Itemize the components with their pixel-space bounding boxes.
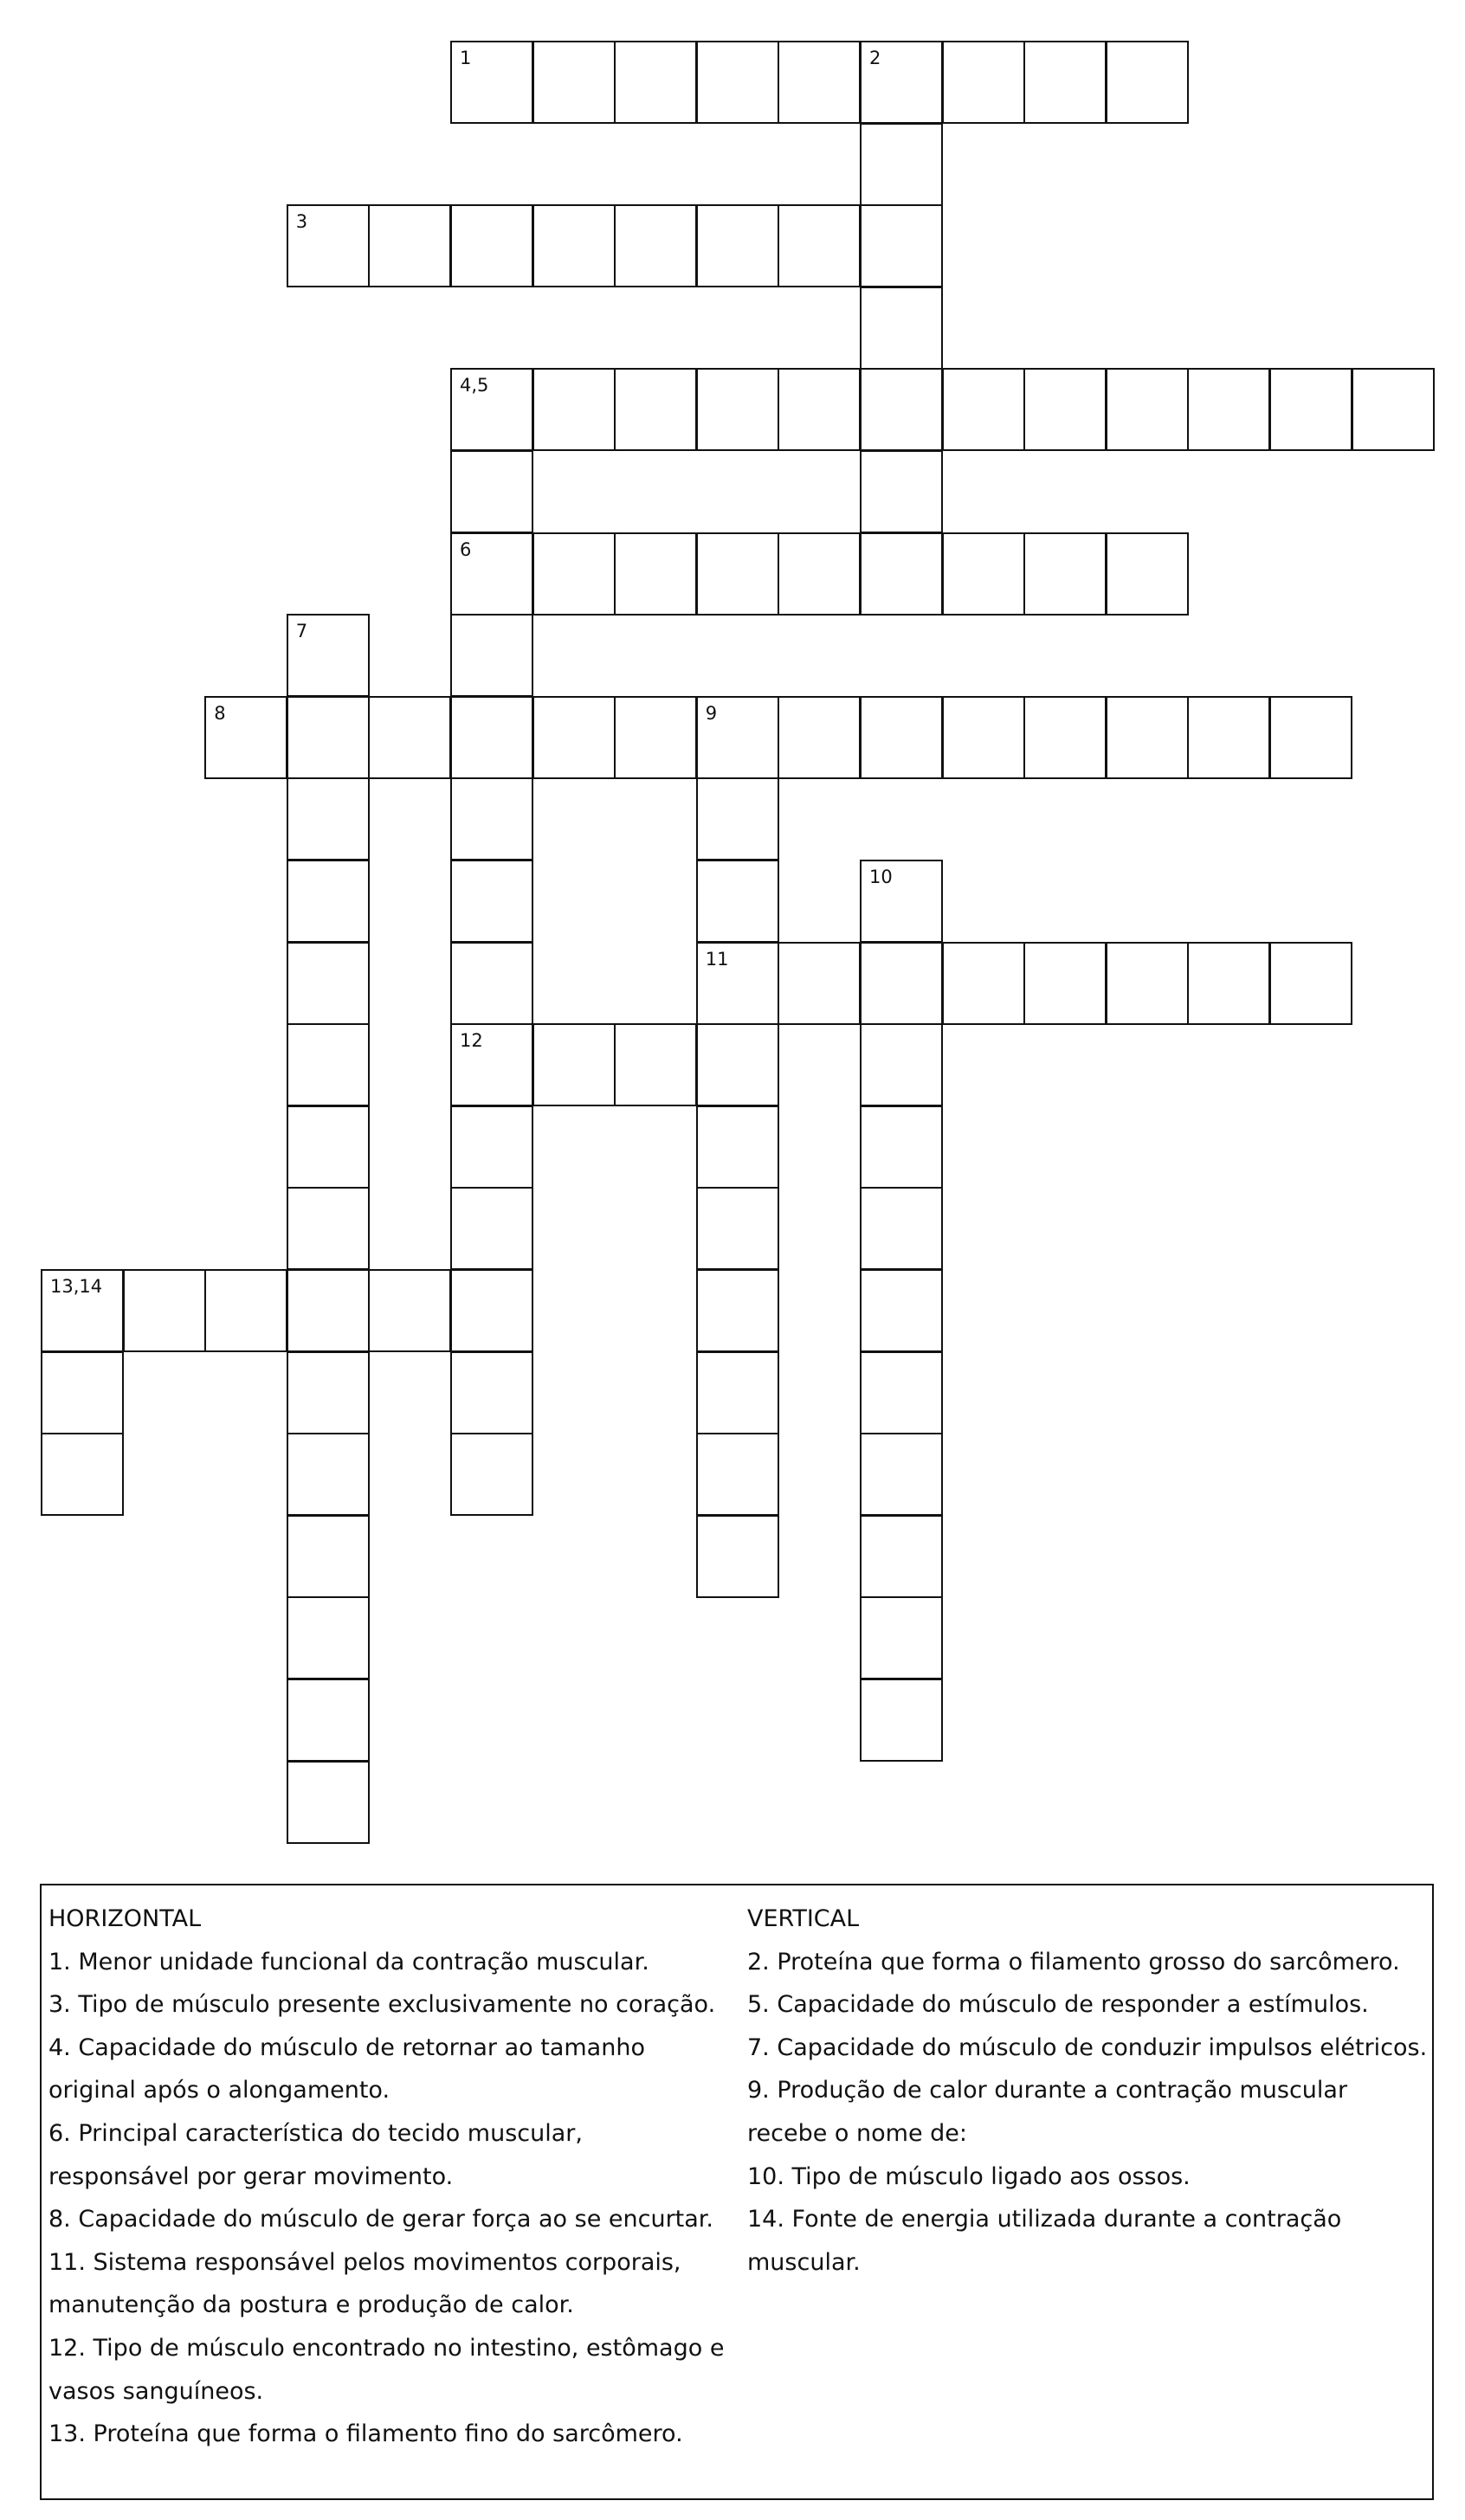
grid-cell[interactable] [696,41,779,124]
grid-cell[interactable] [778,41,861,124]
clue-number: 9 [705,702,718,724]
horizontal-clue-line: 11. Sistema responsável pelos movimentos corporais, [48,2248,681,2276]
grid-cell[interactable] [942,41,1025,124]
clue-number: 13,14 [50,1276,103,1297]
grid-cell[interactable] [450,1433,533,1516]
grid-cell[interactable] [860,1269,943,1352]
grid-cell[interactable] [532,204,616,287]
horizontal-clue-line: 13. Proteína que forma o filamento fino do sarcômero. [48,2420,683,2448]
clue-number: 11 [705,948,729,970]
grid-cell[interactable] [1187,696,1270,779]
vertical-clue-line: recebe o nome de: [747,2119,967,2147]
grid-cell[interactable] [450,41,533,124]
grid-cell[interactable] [696,1433,779,1516]
grid-cell[interactable] [1106,368,1189,451]
grid-cell[interactable] [942,368,1025,451]
grid-cell[interactable] [860,123,943,206]
horizontal-clue-line: original após o alongamento. [48,2077,390,2104]
grid-cell[interactable] [287,1433,370,1516]
grid-cell[interactable] [450,204,533,287]
grid-cell[interactable] [532,1023,616,1106]
grid-cell[interactable] [287,1596,370,1679]
clue-number: 3 [295,211,308,233]
grid-cell[interactable] [450,942,533,1025]
horizontal-clue-line: manutenção da postura e produção de calor. [48,2291,574,2319]
grid-cell[interactable] [450,1023,533,1106]
vertical-clue-line: 10. Tipo de músculo ligado aos ossos. [747,2162,1191,2190]
grid-cell[interactable] [696,777,779,860]
horizontal-clue-line: 12. Tipo de músculo encontrado no intestino, estômago e [48,2334,725,2362]
horizontal-clue-line: 4. Capacidade do músculo de retornar ao tamanho [48,2033,645,2061]
clue-number: 1 [460,48,472,68]
horizontal-clues [48,1898,741,2456]
horizontal-clue-line: 6. Principal característica do tecido muscular, [48,2119,583,2147]
grid-cell[interactable] [450,860,533,943]
grid-cell[interactable] [450,614,533,697]
grid-cell[interactable] [696,942,779,1025]
clue-number: 2 [869,48,881,68]
horizontal-clue-line: 1. Menor unidade funcional da contração muscular. [48,1948,649,1975]
grid-cell[interactable] [860,1105,943,1189]
grid-cell[interactable] [614,696,697,779]
grid-cell[interactable] [696,1105,779,1189]
grid-cell[interactable] [368,1269,451,1352]
grid-cell[interactable] [1106,942,1189,1025]
grid-cell[interactable] [696,368,779,451]
grid-cell[interactable] [942,696,1025,779]
grid-cell[interactable] [614,532,697,615]
grid-cell[interactable] [450,1269,533,1352]
grid-cell[interactable] [1106,696,1189,779]
grid-cell[interactable] [450,450,533,533]
grid-cell[interactable] [204,696,287,779]
horizontal-clue-line: 3. Tipo de músculo presente exclusivamente no coração. [48,1991,716,2019]
grid-cell[interactable] [287,942,370,1025]
grid-cell[interactable] [450,532,533,615]
clue-number: 7 [295,621,308,642]
grid-cell[interactable] [368,696,451,779]
grid-cell[interactable] [778,368,861,451]
grid-cell[interactable] [287,614,370,697]
clue-number: 12 [460,1030,483,1052]
grid-cell[interactable] [696,532,779,615]
grid-cell[interactable] [41,1269,124,1352]
grid-cell[interactable] [614,41,697,124]
grid-cell[interactable] [696,860,779,943]
grid-cell[interactable] [696,696,779,779]
horizontal-heading: HORIZONTAL [48,1905,202,1932]
grid-cell[interactable] [860,1187,943,1270]
grid-cell[interactable] [1106,41,1189,124]
grid-cell[interactable] [778,942,861,1025]
grid-cell[interactable] [1269,696,1352,779]
grid-cell[interactable] [287,1187,370,1270]
clue-number: 4,5 [460,375,489,396]
grid-cell[interactable] [41,1433,124,1516]
grid-cell[interactable] [860,1351,943,1434]
grid-cell[interactable] [287,1269,370,1352]
grid-cell[interactable] [1187,942,1270,1025]
grid-cell[interactable] [287,204,370,287]
grid-cell[interactable] [696,1515,779,1598]
grid-cell[interactable] [450,777,533,860]
grid-cell[interactable] [123,1269,206,1352]
grid-cell[interactable] [860,860,943,943]
grid-cell[interactable] [860,204,943,287]
clue-number: 8 [214,702,226,724]
grid-cell[interactable] [860,1433,943,1516]
grid-cell[interactable] [1352,368,1435,451]
grid-cell[interactable] [860,450,943,533]
horizontal-clue-line: vasos sanguíneos. [48,2377,264,2405]
vertical-clue-line: muscular. [747,2248,861,2276]
clue-number: 6 [460,538,472,560]
grid-cell[interactable] [287,1761,370,1844]
grid-cell[interactable] [860,287,943,370]
grid-cell[interactable] [1023,696,1107,779]
grid-cell[interactable] [1023,368,1107,451]
grid-cell[interactable] [860,41,943,124]
grid-cell[interactable] [860,1596,943,1679]
grid-cell[interactable] [1106,532,1189,615]
grid-cell[interactable] [287,1679,370,1762]
clues-box [40,1884,1434,2500]
horizontal-clue-line: responsável por gerar movimento. [48,2162,454,2190]
grid-cell[interactable] [450,1187,533,1270]
grid-cell[interactable] [1269,368,1352,451]
grid-cell[interactable] [287,777,370,860]
grid-cell[interactable] [614,204,697,287]
grid-cell[interactable] [778,204,861,287]
vertical-clue-line: 7. Capacidade do músculo de conduzir impulsos elétricos. [747,2033,1428,2061]
grid-cell[interactable] [696,1269,779,1352]
grid-cell[interactable] [860,1679,943,1762]
grid-cell[interactable] [368,204,451,287]
grid-cell[interactable] [450,368,533,451]
grid-cell[interactable] [532,532,616,615]
grid-cell[interactable] [614,1023,697,1106]
grid-cell[interactable] [287,1023,370,1106]
vertical-heading: VERTICAL [747,1905,860,1932]
clue-number: 10 [869,867,893,887]
grid-cell[interactable] [860,532,943,615]
vertical-clues [747,1898,1431,2284]
grid-cell[interactable] [860,1515,943,1598]
grid-cell[interactable] [860,696,943,779]
grid-cell[interactable] [778,696,861,779]
vertical-clue-line: 2. Proteína que forma o filamento grosso do sarcômero. [747,1948,1400,1975]
grid-cell[interactable] [860,1023,943,1106]
grid-cell[interactable] [204,1269,287,1352]
grid-cell[interactable] [860,368,943,451]
vertical-clue-line: 14. Fonte de energia utilizada durante a contração [747,2206,1342,2233]
grid-cell[interactable] [532,696,616,779]
grid-cell[interactable] [532,41,616,124]
grid-cell[interactable] [696,1187,779,1270]
grid-cell[interactable] [450,696,533,779]
grid-cell[interactable] [41,1351,124,1434]
grid-cell[interactable] [1269,942,1352,1025]
vertical-clue-line: 5. Capacidade do músculo de responder a estímulos. [747,1991,1369,2019]
grid-cell[interactable] [696,204,779,287]
grid-cell[interactable] [450,1105,533,1189]
grid-cell[interactable] [860,942,943,1025]
grid-cell[interactable] [614,368,697,451]
grid-cell[interactable] [696,1351,779,1434]
grid-cell[interactable] [1023,942,1107,1025]
grid-cell[interactable] [287,696,370,779]
horizontal-clue-line: 8. Capacidade do músculo de gerar força ao se encurtar. [48,2206,714,2233]
grid-cell[interactable] [287,1515,370,1598]
grid-cell[interactable] [696,1023,779,1106]
grid-cell[interactable] [287,1105,370,1189]
vertical-clue-line: 9. Produção de calor durante a contração muscular [747,2077,1348,2104]
grid-cell[interactable] [942,532,1025,615]
grid-cell[interactable] [1187,368,1270,451]
grid-cell[interactable] [1023,41,1107,124]
grid-cell[interactable] [450,1351,533,1434]
grid-cell[interactable] [287,860,370,943]
grid-cell[interactable] [942,942,1025,1025]
grid-cell[interactable] [287,1351,370,1434]
grid-cell[interactable] [778,532,861,615]
grid-cell[interactable] [1023,532,1107,615]
grid-cell[interactable] [532,368,616,451]
